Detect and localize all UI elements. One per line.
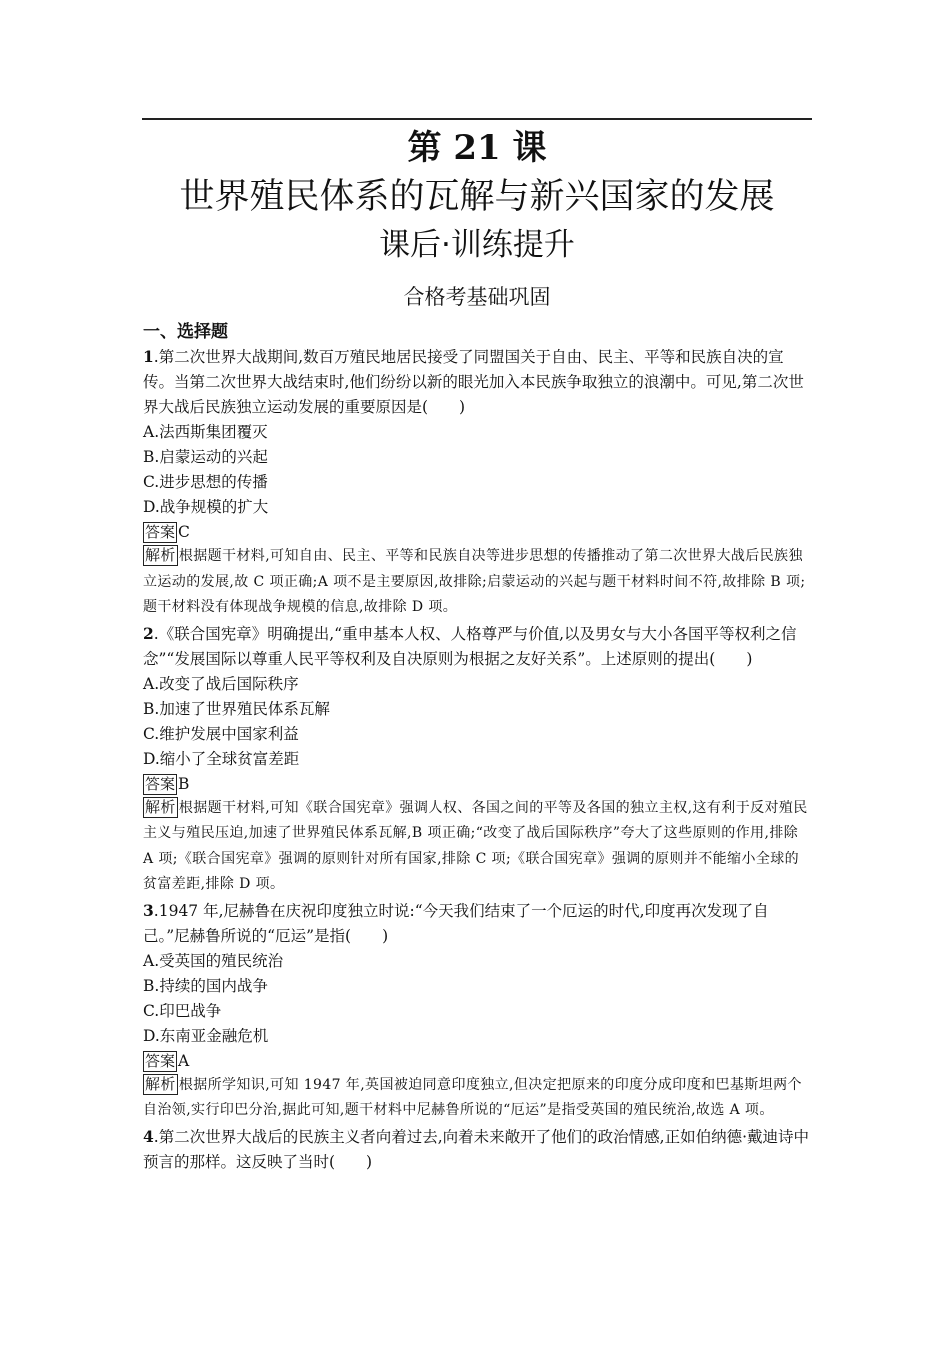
answer-tag: 答案: [145, 523, 176, 541]
answer-value: C: [178, 523, 190, 541]
top-rule: [142, 118, 812, 120]
option-b: B.启蒙运动的兴起: [143, 448, 268, 466]
section-heading: 合格考基础巩固: [403, 285, 551, 309]
analysis-text: 根据所学知识,可知 1947 年,英国被迫同意印度独立,但决定把原来的印度分成印度和巴基斯坦两个自治领,实行印巴分治,据此可知,题干材料中尼赫鲁所说的“厄运”是指受英国的殖民统治,故选 A 项。: [143, 1076, 802, 1118]
analysis-tag: 解析: [145, 546, 176, 564]
answer-line: [143, 772, 813, 796]
option-c: C.维护发展中国家利益: [143, 724, 299, 743]
option-a: A.改变了战后国际秩序: [143, 674, 299, 693]
option-d: D.战争规模的扩大: [143, 498, 269, 516]
question-list: [143, 320, 813, 1175]
part-label: 一、选择题: [143, 322, 228, 342]
question-text: .《联合国宪章》明确提出,“重申基本人权、人格尊严与价值,以及男女与大小各国平等权利之信念”“发展国际以尊重人民平等权利及自决原则为根据之友好关系”。上述原则的提出( ): [143, 624, 797, 668]
answer-tag: 答案: [145, 1051, 176, 1070]
analysis: [143, 544, 813, 621]
question-3: [143, 898, 813, 1124]
lesson-number: 第 21 课: [407, 128, 547, 168]
lesson-title: 世界殖民体系的瓦解与新兴国家的发展: [179, 177, 775, 217]
question-text: .第二次世界大战期间,数百万殖民地居民接受了同盟国关于自由、民主、平等和民族自决的宣传。当第二次世界大战结束时,他们纷纷以新的眼光加入本民族争取独立的浪潮中。可见,第二次世界大战后民族独立运动发展的重要原因是( ): [143, 348, 804, 416]
option-c: C.印巴战争: [143, 1001, 222, 1020]
question-text: .1947 年,尼赫鲁在庆祝印度独立时说:“今天我们结束了一个厄运的时代,印度再次发现了自己。”尼赫鲁所说的“厄运”是指( ): [143, 901, 769, 945]
question-stem: [143, 621, 813, 672]
question-stem: [143, 898, 813, 949]
analysis-tag: 解析: [145, 1074, 176, 1093]
question-number: 1: [143, 347, 154, 366]
question-2: [143, 621, 813, 898]
analysis-tag: 解析: [145, 797, 176, 816]
answer-line: [143, 520, 813, 544]
question-1: [143, 344, 813, 621]
analysis-text: 根据题干材料,可知《联合国宪章》强调人权、各国之间的平等及各国的独立主权,这有利于反对殖民主义与殖民压迫,加速了世界殖民体系瓦解,B 项正确;“改变了战后国际秩序”夸大了这些原则的作用,排除 A 项;《联合国宪章》强调的原则针对所有国家,排除 C 项;《联合国宪章》强调的原则并不能缩小全球的贫富差距,排除 D 项。: [143, 799, 808, 892]
analysis-text: 根据题干材料,可知自由、民主、平等和民族自决等进步思想的传播推动了第二次世界大战后民族独立运动的发展,故 C 项正确;A 项不是主要原因,故排除;启蒙运动的兴起与题干材料时间不符,故排除 B 项;题干材料没有体现战争规模的信息,故排除 D 项。: [143, 548, 806, 615]
analysis: [143, 1073, 813, 1124]
question-4: [143, 1124, 813, 1175]
option-a: A.受英国的殖民统治: [143, 951, 284, 970]
option-b: B.持续的国内战争: [143, 976, 268, 995]
question-stem: [143, 344, 813, 420]
lesson-subtitle: 课后·训练提升: [379, 227, 575, 263]
question-number: 2: [143, 623, 154, 643]
option-c: C.进步思想的传播: [143, 473, 268, 491]
answer-line: [143, 1049, 813, 1073]
question-stem: [143, 1124, 813, 1175]
question-number: 3: [143, 900, 154, 920]
option-d: D.缩小了全球贫富差距: [143, 749, 300, 768]
question-number: 4: [143, 1126, 154, 1146]
answer-value: B: [178, 774, 190, 793]
question-text: .第二次世界大战后的民族主义者向着过去,向着未来敞开了他们的政治情感,正如伯纳德·戴迪诗中预言的那样。这反映了当时( ): [143, 1127, 810, 1171]
option-b: B.加速了世界殖民体系瓦解: [143, 699, 330, 718]
option-a: A.法西斯集团覆灭: [143, 423, 268, 441]
answer-tag: 答案: [145, 774, 176, 793]
answer-value: A: [178, 1051, 190, 1070]
option-d: D.东南亚金融危机: [143, 1026, 269, 1045]
analysis: [143, 796, 813, 898]
